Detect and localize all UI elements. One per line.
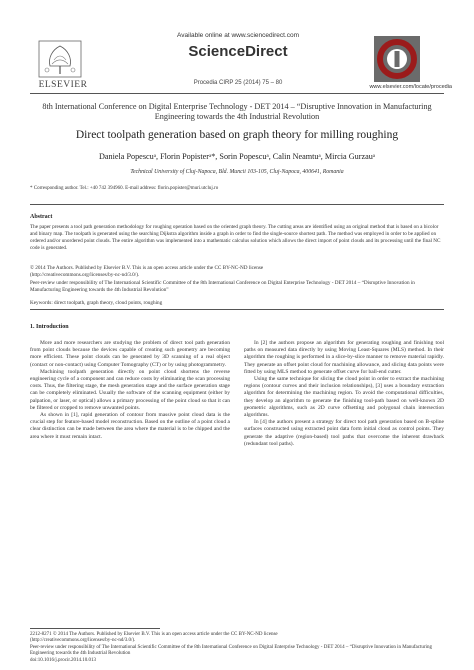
available-online-text: Available online at www.sciencedirect.com bbox=[177, 32, 299, 39]
footer-license-link[interactable]: (http://creativecommons.org/licenses/by-nc-nd/3.0/). bbox=[30, 638, 136, 644]
footer-issn-line: 2212-8271 © 2014 The Authors. Published by Elsevier B.V. This is an open access article under the CC BY-NC-ND license bbox=[30, 632, 278, 637]
body-column-left bbox=[30, 340, 230, 441]
conference-line: 8th International Conference on Digital Enterprise Technology - DET 2014 – “Disruptive Innovation in Manufacturing Engineering towards the 4th Industrial Revolution bbox=[42, 102, 432, 121]
abstract-text: The paper presents a tool path generation methodology for roughing operation based on the oriented graph theory. The cutting areas are identified using an original method that is based on a bicolor and binary map. The toolpath is generated using the searching Dijkstra algorithm inside a graph in order to find the single-source shortest path. The method was employed in order to be applied on ordered and/or unordered point clouds. The entire algorithm was implemented into a mathematic calculus solution which allows the direct import of point clouds and its processing until the final NC code is generated. bbox=[30, 224, 441, 251]
footer-doi[interactable]: doi:10.1016/j.procir.2014.10.013 bbox=[30, 657, 96, 663]
procedia-url: www.elsevier.com/locate/procedia bbox=[369, 84, 452, 90]
journal-reference: Procedia CIRP 25 (2014) 75 – 80 bbox=[193, 80, 283, 86]
sciencedirect-wordmark: ScienceDirect bbox=[188, 43, 288, 60]
body-paragraph: Machining toolpath generation directly on point cloud shortens the reverse engineering cycle of a component and can reduce costs by eliminating the scan processing costs. Thus, the filtering stage, the mesh generation stage and the surface generation stage can be completely eliminated. Usually the software of the scanning equipment (either by palpation, or laser, or optical) allows a primary processing of the point cloud so that it can be filtered or cropped to remove unwanted points. bbox=[30, 368, 230, 411]
paper-title: Direct toolpath generation based on graph theory for milling roughing bbox=[75, 129, 399, 141]
header-divider bbox=[30, 93, 444, 94]
body-paragraph: In [4] the authors present a strategy for direct tool path generation based on B-spline surfaces constructed using extracted point data form initial cloud as control points. They generate the adaptive (region-based) tool paths that overcome the inherent drawback (redundant tool paths). bbox=[244, 419, 444, 447]
body-paragraph: In [2] the authors propose an algorithm for generating roughing and finishing tool paths on measured data directly by using Moving Least-Squares (MLS) method. In their algorithm the roughing is performed in a slice-by-slice manner to remove material rapidly. They generate an offset point cloud for machining allowance, and slicing data points were fitted by using MLS method to generate offset curve for ball-end cutter. bbox=[244, 340, 444, 375]
corresponding-author: * Corresponding author. Tel.: +40 742 394960. E-mail address: florin.popister@muri.utcluj.ro bbox=[30, 186, 219, 191]
body-paragraph: As shown in [1], rapid generation of contour from massive point cloud data is the crucial step for feature-based model reconstruction. Based on the outline of a point cloud a clear distinction can be made between the area where the material is to be chipped and the area where it must remain intact. bbox=[30, 412, 230, 440]
body-paragraph: More and more researchers are studying the problem of direct tool path generation from point clouds because the devices capable of creating such geometry are becoming more efficient. These point clouds can be generated by 3D scanning of a real object (contact or non-contact) using Computer Tomography (CT) or by using photogrammetry. bbox=[30, 340, 230, 368]
abstract-license-link[interactable]: (http://creativecommons.org/licenses/by-nc-nd/3.0/). bbox=[30, 272, 140, 278]
footer-divider bbox=[30, 628, 160, 629]
footer-peer-review: Peer-review under responsibility of The International Scientific Committee of the 8th International Conference on Digital Enterprise Technology - DET 2014 – “Disruptive Innovation in Manufacturing Engineering towards the 4th Industrial Revolution bbox=[30, 644, 432, 657]
abstract-copyright: © 2014 The Authors. Published by Elsevier B.V. This is an open access article under the CC BY-NC-ND license bbox=[30, 265, 264, 271]
affiliation: Technical University of Cluj-Napoca, Bld. Muncii 103-105, Cluj-Napoca, 400641, Romania bbox=[130, 169, 344, 175]
abstract-bottom-divider bbox=[30, 309, 444, 310]
body-paragraph: Using the same technique for slicing the cloud point in order to extract the machining regions (contour curves and their inclusion relationships), [3] uses a boundary extraction algorithm for determining the machining region. To avoid the computational difficulties, they develop an algorithm to generate the finishing tool-path based on well-known 2D geometric algorithms, such as 2D curve offsetting and polygonal chain intersection algorithms. bbox=[244, 376, 444, 419]
footer-notice bbox=[30, 632, 444, 664]
body-column-right bbox=[244, 340, 444, 448]
elsevier-wordmark: ELSEVIER bbox=[38, 80, 88, 90]
abstract-heading: Abstract bbox=[30, 214, 53, 220]
abstract-peer-review: Peer-review under responsibility of The International Scientific Committee of the 8th International Conference on Digital Enterprise Technology - DET 2014 – “Disruptive Innovation in Manufacturing Engineering towards the 4th Industrial Revolution” bbox=[30, 280, 415, 293]
elsevier-logo-icon bbox=[38, 40, 82, 78]
keywords: Keywords: direct toolpath, graph theory, cloud points, roughing bbox=[30, 300, 163, 306]
section-heading-introduction: 1. Introduction bbox=[30, 324, 69, 330]
author-list: Daniela Popescuᵃ, Florin Popisterᵃ*, Sorin Popescuᵃ, Calin Neamtuᵃ, Mircia Gurzauᵃ bbox=[98, 152, 376, 161]
cirp-logo-icon bbox=[374, 36, 420, 82]
abstract-top-divider bbox=[30, 204, 444, 205]
